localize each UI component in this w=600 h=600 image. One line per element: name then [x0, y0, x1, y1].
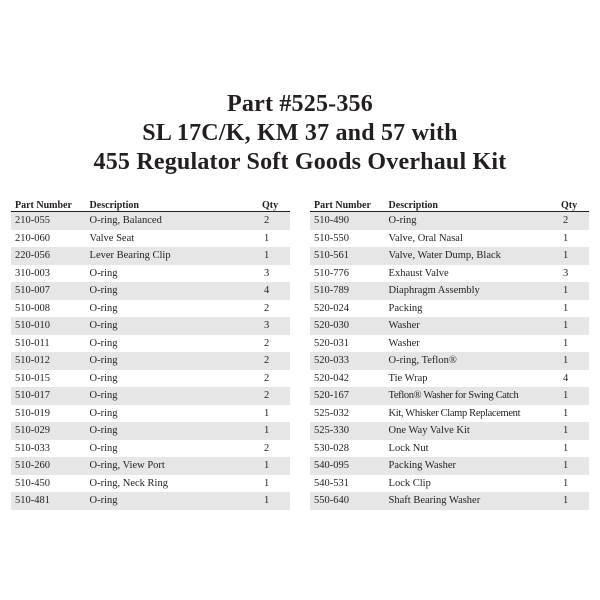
qty-cell: 2	[258, 440, 290, 458]
table-header-row	[310, 195, 589, 212]
part-number-cell: 510-776	[310, 265, 385, 283]
table-row	[310, 282, 589, 300]
description-cell: O-ring	[86, 422, 259, 440]
qty-cell: 1	[557, 387, 589, 405]
part-number-cell: 510-481	[11, 492, 86, 510]
table-row	[310, 457, 589, 475]
document-title	[0, 90, 600, 177]
title-kit-name: 455 Regulator Soft Goods Overhaul Kit	[93, 149, 507, 175]
qty-cell: 1	[258, 475, 290, 493]
description-cell: Washer	[385, 317, 558, 335]
qty-cell: 2	[258, 212, 290, 230]
header-qty: Qty	[258, 195, 290, 212]
part-number-cell: 510-561	[310, 247, 385, 265]
table-row	[11, 335, 290, 353]
description-cell: O-ring	[86, 492, 259, 510]
part-number-cell: 520-167	[310, 387, 385, 405]
qty-cell: 1	[557, 247, 589, 265]
table-row	[310, 352, 589, 370]
table-row	[11, 475, 290, 493]
description-cell: Teflon® Washer for Swing Catch	[385, 387, 558, 405]
qty-cell: 1	[557, 492, 589, 510]
part-number-cell: 220-056	[11, 247, 86, 265]
table-row	[310, 335, 589, 353]
part-number-cell: 520-031	[310, 335, 385, 353]
description-cell: O-ring	[86, 352, 259, 370]
qty-cell: 4	[557, 370, 589, 388]
qty-cell: 1	[557, 282, 589, 300]
table-row	[310, 370, 589, 388]
part-number-cell: 550-640	[310, 492, 385, 510]
description-cell: O-ring	[86, 405, 259, 423]
description-cell: O-ring	[86, 440, 259, 458]
part-number-cell: 210-060	[11, 230, 86, 248]
table-header-row	[11, 195, 290, 212]
qty-cell: 1	[557, 475, 589, 493]
qty-cell: 2	[258, 352, 290, 370]
table-row	[11, 405, 290, 423]
part-number-cell: 520-024	[310, 300, 385, 318]
table-row	[310, 212, 589, 230]
table-row	[310, 422, 589, 440]
part-number-cell: 525-032	[310, 405, 385, 423]
qty-cell: 4	[258, 282, 290, 300]
description-cell: O-ring	[86, 317, 259, 335]
table-row	[11, 370, 290, 388]
description-cell: One Way Valve Kit	[385, 422, 558, 440]
qty-cell: 1	[258, 230, 290, 248]
qty-cell: 1	[557, 440, 589, 458]
description-cell: O-ring	[385, 212, 558, 230]
header-part-number: Part Number	[11, 195, 86, 212]
table-row	[310, 247, 589, 265]
parts-table-right	[310, 195, 589, 510]
table-row	[11, 457, 290, 475]
part-number-cell: 540-095	[310, 457, 385, 475]
part-number-cell: 510-450	[11, 475, 86, 493]
table-row	[11, 230, 290, 248]
part-number-cell: 510-015	[11, 370, 86, 388]
qty-cell: 1	[557, 422, 589, 440]
part-number-cell: 510-011	[11, 335, 86, 353]
qty-cell: 1	[258, 422, 290, 440]
table-row	[310, 300, 589, 318]
description-cell: O-ring	[86, 300, 259, 318]
description-cell: Exhaust Valve	[385, 265, 558, 283]
description-cell: O-ring	[86, 370, 259, 388]
description-cell: Packing Washer	[385, 457, 558, 475]
description-cell: Diaphragm Assembly	[385, 282, 558, 300]
table-row	[11, 352, 290, 370]
qty-cell: 1	[557, 352, 589, 370]
part-number-cell: 510-007	[11, 282, 86, 300]
description-cell: Kit, Whisker Clamp Replacement	[385, 405, 558, 423]
qty-cell: 2	[258, 387, 290, 405]
table-row	[310, 440, 589, 458]
description-cell: Lock Nut	[385, 440, 558, 458]
part-number-cell: 510-017	[11, 387, 86, 405]
table-row	[310, 405, 589, 423]
description-cell: Valve, Water Dump, Black	[385, 247, 558, 265]
header-qty: Qty	[557, 195, 589, 212]
description-cell: Shaft Bearing Washer	[385, 492, 558, 510]
table-row	[11, 492, 290, 510]
description-cell: Packing	[385, 300, 558, 318]
part-number-cell: 540-531	[310, 475, 385, 493]
title-part-number: Part #525-356	[227, 91, 373, 117]
part-number-cell: 510-789	[310, 282, 385, 300]
part-number-cell: 510-550	[310, 230, 385, 248]
table-row	[310, 265, 589, 283]
part-number-cell: 525-330	[310, 422, 385, 440]
part-number-cell: 510-490	[310, 212, 385, 230]
table-row	[310, 475, 589, 493]
table-row	[11, 387, 290, 405]
description-cell: O-ring, Balanced	[86, 212, 259, 230]
qty-cell: 2	[258, 300, 290, 318]
description-cell: Tie Wrap	[385, 370, 558, 388]
part-number-cell: 520-042	[310, 370, 385, 388]
table-row	[11, 300, 290, 318]
qty-cell: 1	[557, 405, 589, 423]
part-number-cell: 510-008	[11, 300, 86, 318]
description-cell: Valve, Oral Nasal	[385, 230, 558, 248]
table-row	[310, 387, 589, 405]
part-number-cell: 510-260	[11, 457, 86, 475]
qty-cell: 2	[258, 335, 290, 353]
table-row	[11, 247, 290, 265]
description-cell: O-ring, View Port	[86, 457, 259, 475]
description-cell: Lock Clip	[385, 475, 558, 493]
qty-cell: 3	[258, 265, 290, 283]
qty-cell: 1	[557, 335, 589, 353]
qty-cell: 1	[557, 230, 589, 248]
table-row	[310, 317, 589, 335]
table-row	[11, 440, 290, 458]
part-number-cell: 510-033	[11, 440, 86, 458]
description-cell: Valve Seat	[86, 230, 259, 248]
description-cell: O-ring	[86, 335, 259, 353]
header-description: Description	[86, 195, 259, 212]
qty-cell: 1	[258, 247, 290, 265]
qty-cell: 1	[258, 492, 290, 510]
part-number-cell: 510-029	[11, 422, 86, 440]
header-description: Description	[385, 195, 558, 212]
qty-cell: 1	[258, 405, 290, 423]
title-models: SL 17C/K, KM 37 and 57 with	[142, 120, 458, 146]
part-number-cell: 510-010	[11, 317, 86, 335]
description-cell: O-ring	[86, 265, 259, 283]
part-number-cell: 510-019	[11, 405, 86, 423]
qty-cell: 1	[557, 300, 589, 318]
parts-table-left	[11, 195, 290, 510]
table-row	[310, 230, 589, 248]
part-number-cell: 530-028	[310, 440, 385, 458]
table-row	[11, 317, 290, 335]
part-number-cell: 520-030	[310, 317, 385, 335]
table-row	[310, 492, 589, 510]
description-cell: O-ring, Neck Ring	[86, 475, 259, 493]
part-number-cell: 210-055	[11, 212, 86, 230]
table-row	[11, 422, 290, 440]
qty-cell: 1	[557, 317, 589, 335]
qty-cell: 1	[258, 457, 290, 475]
description-cell: Washer	[385, 335, 558, 353]
qty-cell: 3	[258, 317, 290, 335]
description-cell: O-ring	[86, 387, 259, 405]
part-number-cell: 310-003	[11, 265, 86, 283]
part-number-cell: 520-033	[310, 352, 385, 370]
table-row	[11, 282, 290, 300]
qty-cell: 2	[557, 212, 589, 230]
part-number-cell: 510-012	[11, 352, 86, 370]
qty-cell: 1	[557, 457, 589, 475]
description-cell: O-ring, Teflon®	[385, 352, 558, 370]
table-row	[11, 212, 290, 230]
header-part-number: Part Number	[310, 195, 385, 212]
qty-cell: 2	[258, 370, 290, 388]
table-row	[11, 265, 290, 283]
description-cell: Lever Bearing Clip	[86, 247, 259, 265]
description-cell: O-ring	[86, 282, 259, 300]
qty-cell: 3	[557, 265, 589, 283]
